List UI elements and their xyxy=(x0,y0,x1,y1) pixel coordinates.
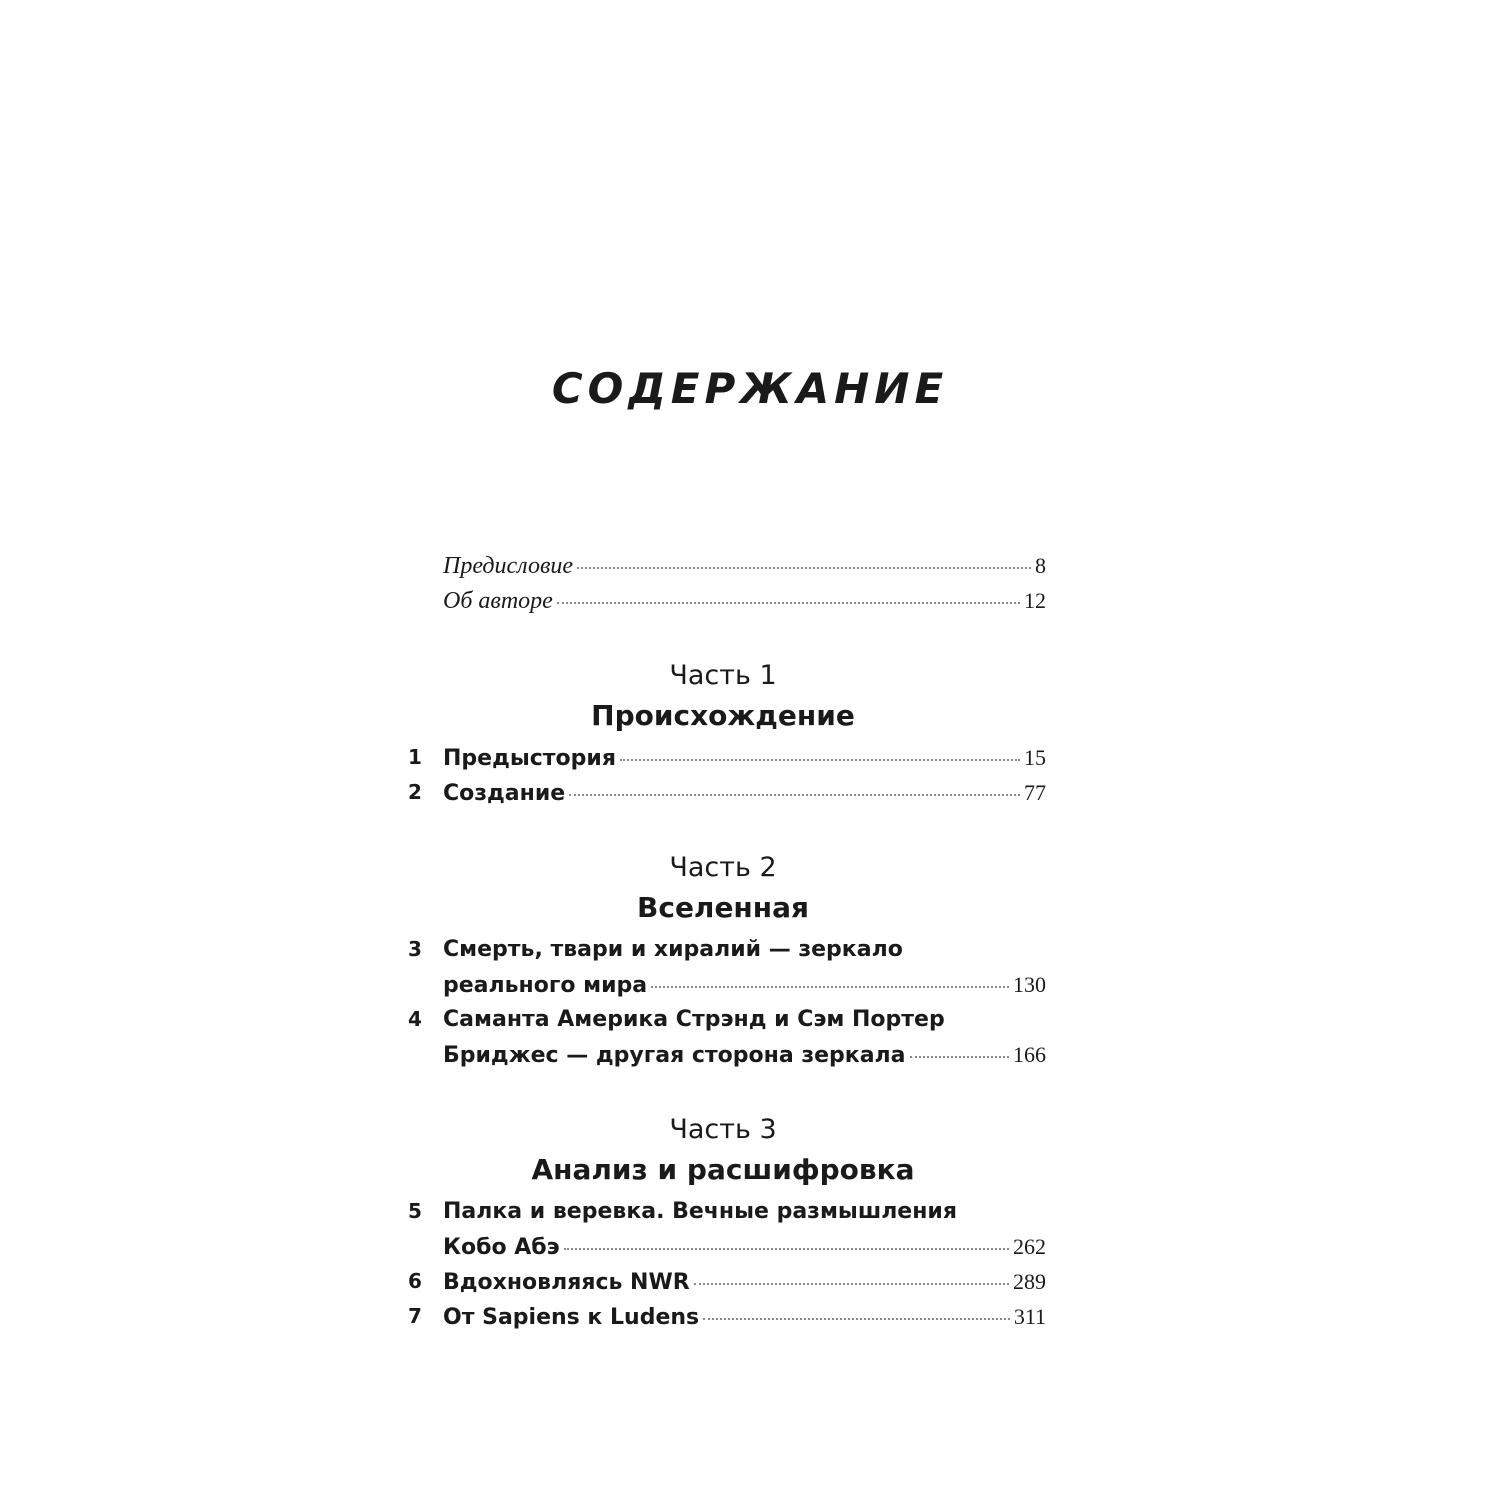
part-title: Вселенная xyxy=(637,891,809,924)
page-title: СОДЕРЖАНИЕ xyxy=(551,364,949,413)
dot-leader xyxy=(651,985,1009,988)
part-label: Часть 1 xyxy=(669,660,777,691)
table-of-contents xyxy=(400,548,1046,1334)
entry-title: Об авторе xyxy=(443,588,553,614)
dot-leader xyxy=(620,758,1020,761)
entry-title: Предыстория xyxy=(443,746,616,771)
entry-title-line: Смерть, твари и хиралий — зеркало xyxy=(443,937,903,962)
entry-title-line: Саманта Америка Стрэнд и Сэм Портер xyxy=(443,1007,945,1032)
dot-leader xyxy=(910,1055,1009,1058)
toc-entry-about-author[interactable] xyxy=(400,583,1046,618)
entry-title: Вдохновляясь NWR xyxy=(443,1270,690,1295)
chapter-number: 6 xyxy=(408,1269,422,1293)
dot-leader xyxy=(569,793,1020,796)
page-number: 12 xyxy=(1024,588,1046,613)
part-label: Часть 3 xyxy=(669,1114,777,1145)
chapter-number: 2 xyxy=(408,780,422,804)
toc-chapter[interactable] xyxy=(400,1264,1046,1299)
toc-chapter-continued[interactable] xyxy=(400,1229,1046,1264)
entry-title: реального мира xyxy=(443,973,648,998)
toc-chapter-continued[interactable] xyxy=(400,1037,1046,1072)
dot-leader xyxy=(703,1317,1010,1320)
toc-chapter[interactable] xyxy=(400,740,1046,775)
part-title: Происхождение xyxy=(591,699,855,732)
entry-title: От Sapiens к Ludens xyxy=(443,1305,700,1330)
chapter-number: 3 xyxy=(408,937,422,961)
entry-title: Предисловие xyxy=(443,553,574,579)
page-number: 311 xyxy=(1013,1304,1046,1329)
toc-chapter[interactable] xyxy=(400,932,1046,967)
dot-leader xyxy=(577,566,1031,569)
chapter-number: 5 xyxy=(408,1199,422,1223)
page-number: 8 xyxy=(1035,553,1046,578)
chapter-number: 1 xyxy=(408,745,422,769)
toc-chapter-continued[interactable] xyxy=(400,967,1046,1002)
page-number: 289 xyxy=(1013,1269,1046,1294)
page-number: 77 xyxy=(1024,780,1046,805)
part-title: Анализ и расшифровка xyxy=(531,1153,915,1186)
toc-chapter[interactable] xyxy=(400,1299,1046,1334)
page-number: 262 xyxy=(1013,1234,1046,1259)
page-number: 130 xyxy=(1013,972,1046,997)
dot-leader xyxy=(694,1282,1009,1285)
chapter-number: 7 xyxy=(408,1304,422,1328)
toc-chapter[interactable] xyxy=(400,1002,1046,1037)
part-label: Часть 2 xyxy=(669,852,777,883)
entry-title: Создание xyxy=(443,781,566,806)
toc-chapter[interactable] xyxy=(400,1194,1046,1229)
toc-chapter[interactable] xyxy=(400,775,1046,810)
toc-entry-preface[interactable] xyxy=(400,548,1046,583)
entry-title: Кобо Абэ xyxy=(443,1235,560,1260)
dot-leader xyxy=(557,601,1020,604)
page-number: 166 xyxy=(1013,1042,1046,1067)
chapter-number: 4 xyxy=(408,1007,422,1031)
dot-leader xyxy=(564,1247,1009,1250)
entry-title-line: Палка и веревка. Вечные размышления xyxy=(443,1199,957,1224)
entry-title: Бриджес — другая сторона зеркала xyxy=(443,1043,906,1068)
page-number: 15 xyxy=(1024,745,1046,770)
